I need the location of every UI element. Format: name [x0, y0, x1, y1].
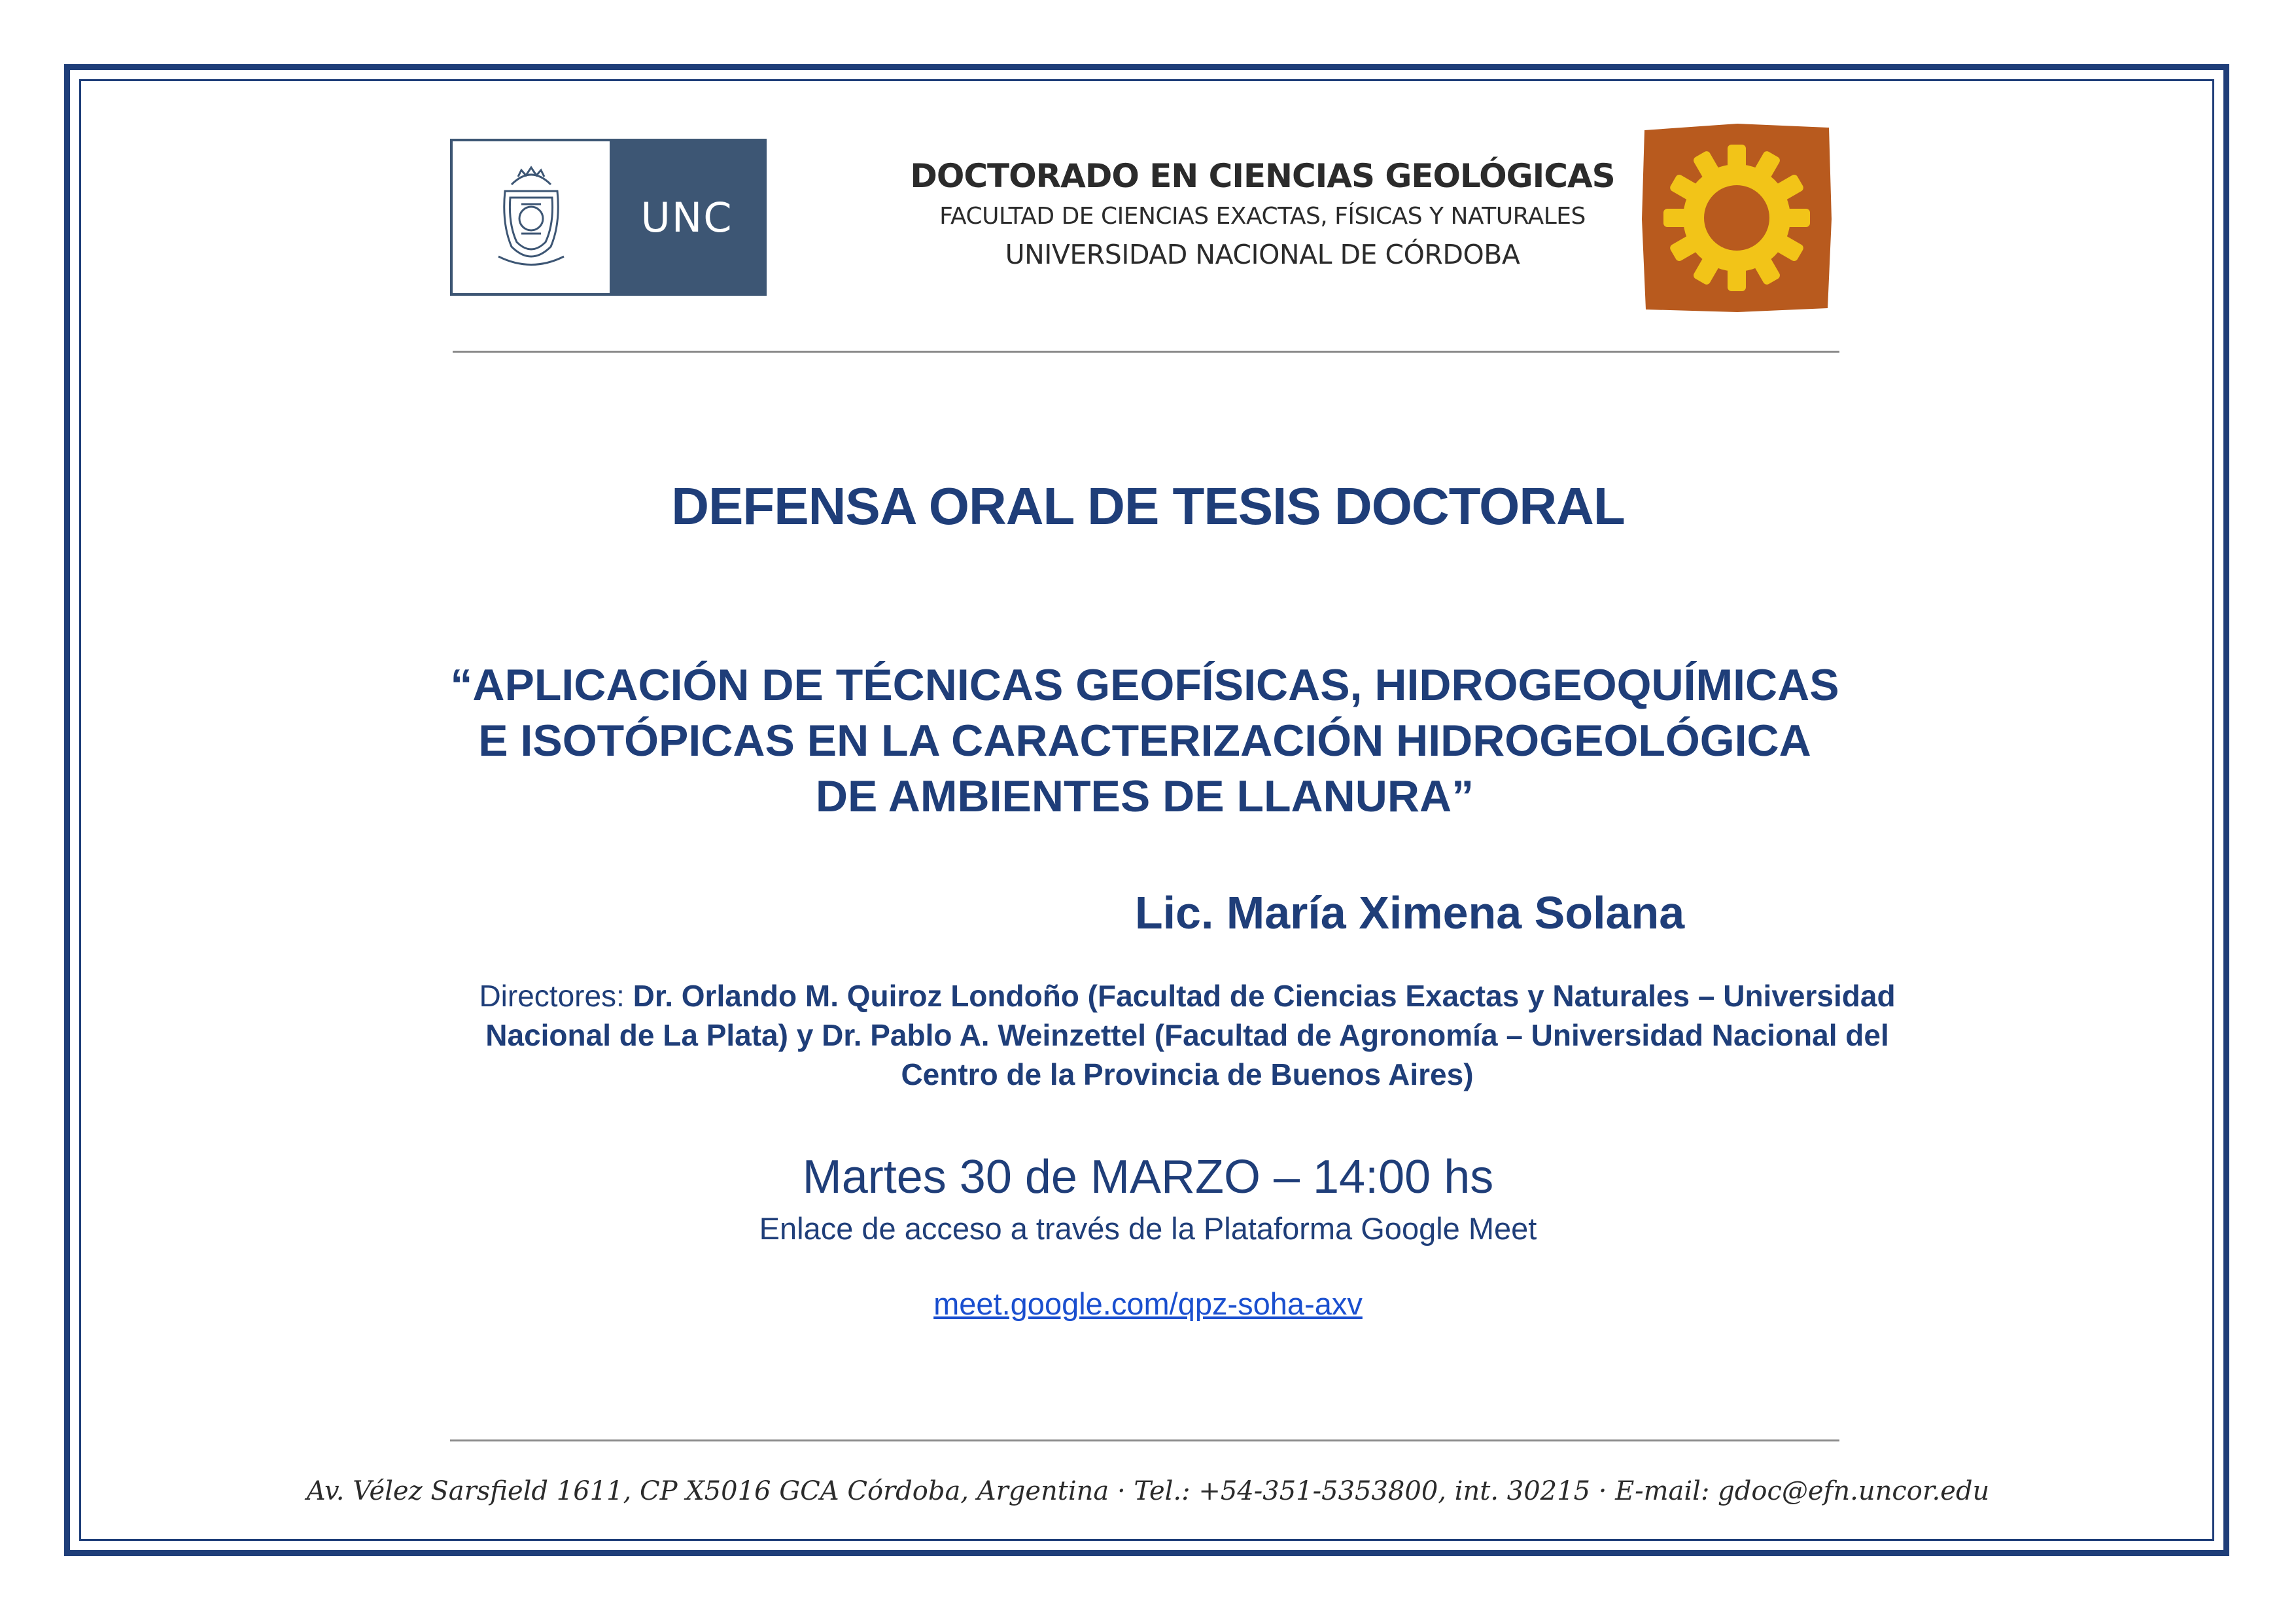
thesis-title-line: “APLICACIÓN DE TÉCNICAS GEOFÍSICAS, HIDROGEOQUÍMICAS — [450, 660, 1839, 710]
unc-seal-icon — [453, 141, 610, 293]
faculty-name: FACULTAD DE CIENCIAS EXACTAS, FÍSICAS Y NATURALES — [939, 203, 1586, 230]
event-date-time: Martes 30 de MARZO – 14:00 hs — [802, 1151, 1494, 1203]
access-instructions: Enlace de acceso a través de la Plataforma Google Meet — [759, 1211, 1537, 1246]
program-header — [772, 157, 1753, 270]
thesis-title-line: E ISOTÓPICAS EN LA CARACTERIZACIÓN HIDROGEOLÓGICA — [478, 716, 1811, 766]
meet-link-wrapper — [0, 1286, 2296, 1322]
unc-logo — [450, 139, 767, 296]
thesis-title-line: DE AMBIENTES DE LLANURA” — [815, 771, 1474, 821]
footer-divider — [450, 1439, 1839, 1441]
footer-contact: Av. Vélez Sarsfield 1611, CP X5016 GCA Córdoba, Argentina · Tel.: +54-351-5353800, int. 30215 · E-mail: gdoc@efn.uncor.edu — [306, 1476, 1990, 1506]
directors-text: Dr. Orlando M. Quiroz Londoño (Facultad de Ciencias Exactas y Naturales – Universidad Nacional de La Plata) y Dr. Pablo A. Weinzettel (Facultad de Agronomía – Universidad Nacional del Centro de la Provincia de Buenos Aires) — [485, 979, 1896, 1091]
university-name: UNIVERSIDAD NACIONAL DE CÓRDOBA — [1005, 239, 1520, 270]
geology-gear-logo — [1639, 121, 1834, 313]
author-name: Lic. María Ximena Solana — [1134, 887, 1685, 938]
unc-logo-text: UNC — [610, 141, 764, 293]
program-name: DOCTORADO EN CIENCIAS GEOLÓGICAS — [910, 157, 1615, 195]
event-title: DEFENSA ORAL DE TESIS DOCTORAL — [671, 477, 1625, 535]
header-divider — [453, 351, 1839, 353]
directors — [471, 976, 1904, 1094]
thesis-title — [196, 658, 2093, 824]
directors-label: Directores: — [479, 979, 625, 1013]
meet-link[interactable]: meet.google.com/qpz-soha-axv — [933, 1286, 1363, 1321]
